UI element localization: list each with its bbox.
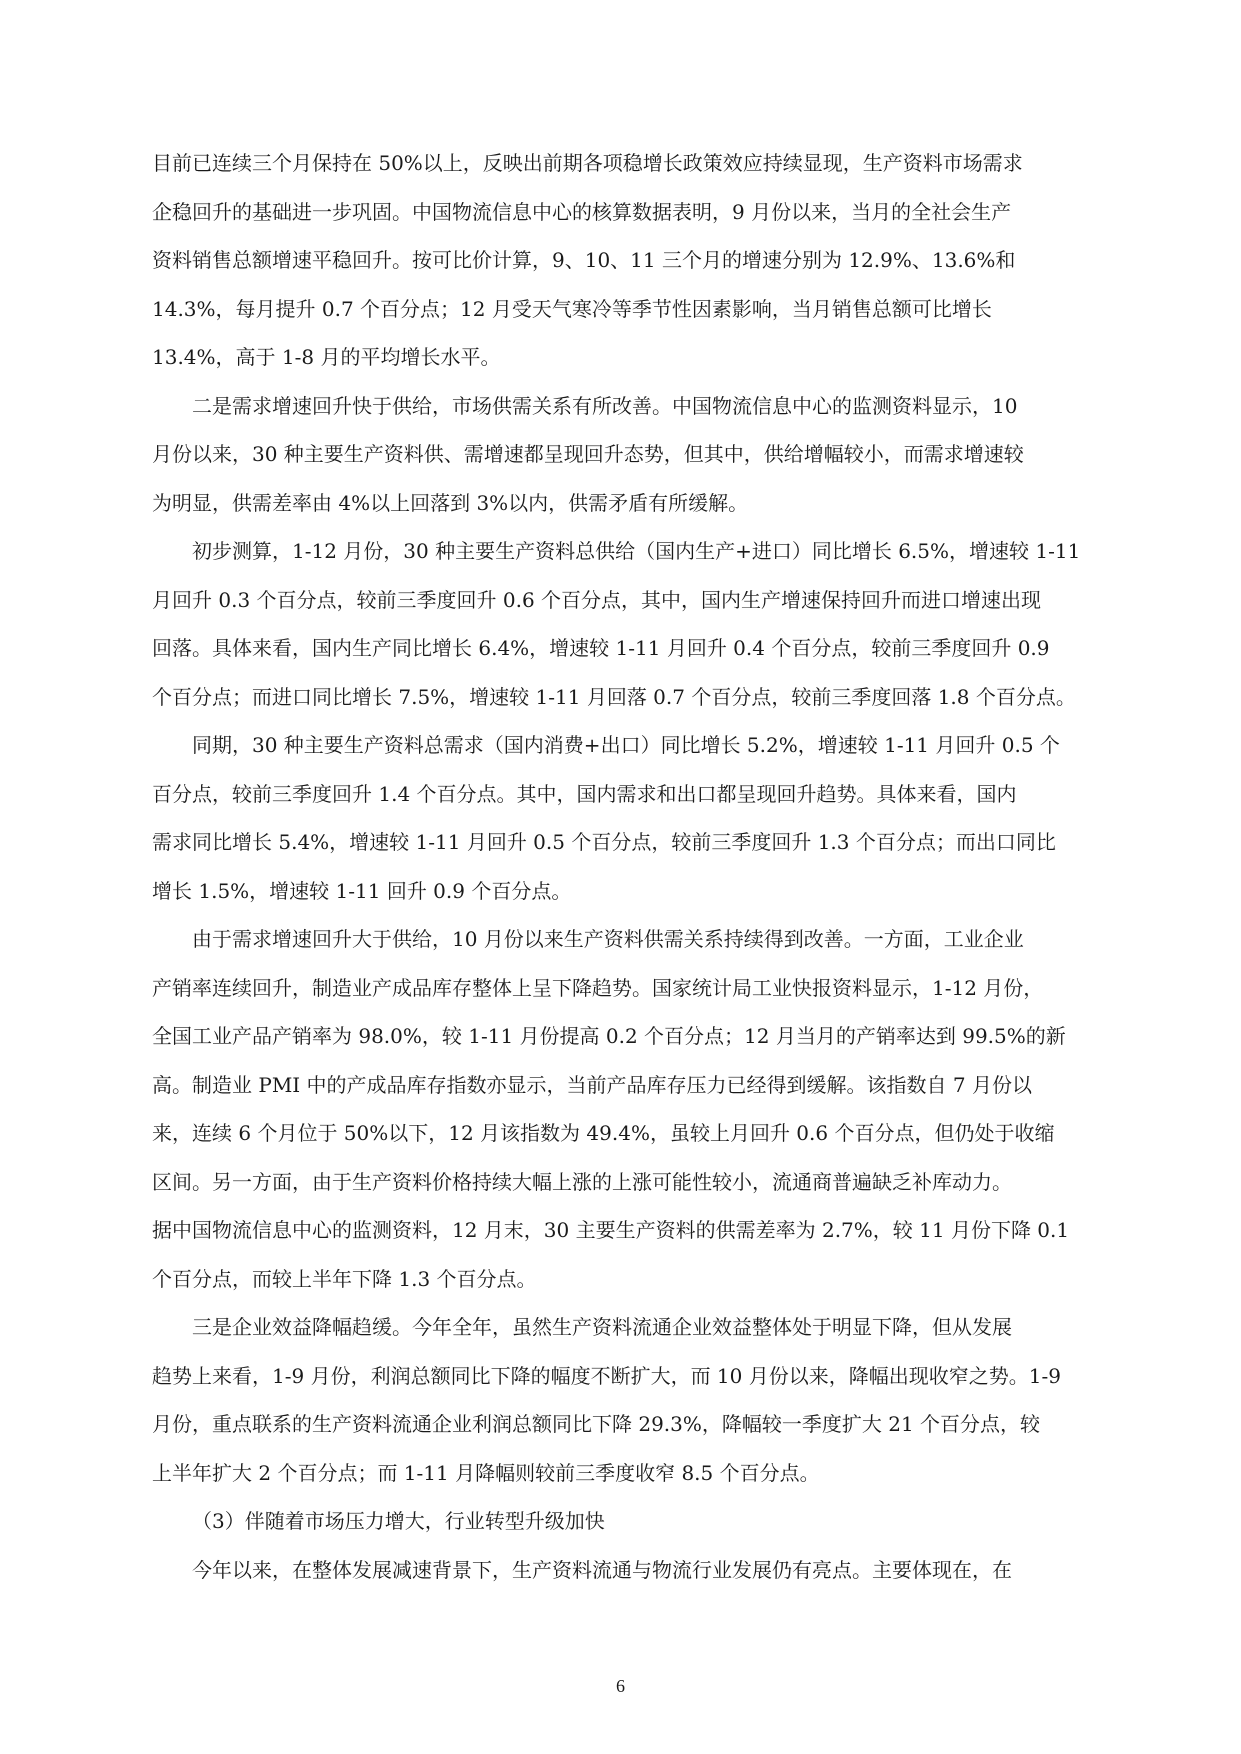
text-line: 回落。具体来看，国内生产同比增长 6.4%，增速较 1-11 月回升 0.4 个百分点，较前三季度回升 0.9 (152, 636, 1050, 660)
text-line: 趋势上来看，1-9 月份，利润总额同比下降的幅度不断扩大，而 10 月份以来，降幅出现收窄之势。1-9 (152, 1363, 1061, 1388)
body-text (152, 139, 1092, 1594)
text-line: 全国工业产品产销率为 98.0%，较 1-11 月份提高 0.2 个百分点；12 月当月的产销率达到 99.5%的新 (152, 1024, 1066, 1048)
paragraph-industry-highlights (152, 1546, 1092, 1595)
text-line: 据中国物流信息中心的监测资料，12 月末，30 主要生产资料的供需差率为 2.7%，较 11 月份下降 0.1 (152, 1218, 1070, 1242)
text-line: 企稳回升的基础进一步巩固。中国物流信息中心的核算数据表明，9 月份以来，当月的全社会生产 (152, 199, 1012, 224)
text-line: 初步测算，1-12 月份，30 种主要生产资料总供给（国内生产+进口）同比增长 6.5%，增速较 1-11 (192, 539, 1081, 563)
paragraph-profit-decline (152, 1303, 1092, 1497)
text-line: 13.4%，高于 1-8 月的平均增长水平。 (152, 345, 501, 369)
text-line: 来，连续 6 个月位于 50%以下，12 月该指数为 49.4%，虽较上月回升 0.6 个百分点，但仍处于收缩 (152, 1121, 1055, 1145)
text-line: 三是企业效益降幅趋缓。今年全年，虽然生产资料流通企业效益整体处于明显下降，但从发展 (192, 1315, 1012, 1339)
text-line: 上半年扩大 2 个百分点；而 1-11 月降幅则较前三季度收窄 8.5 个百分点。 (152, 1460, 820, 1485)
paragraph-inventory-pressure (152, 915, 1092, 1303)
text-line: 月份，重点联系的生产资料流通企业利润总额同比下降 29.3%，降幅较一季度扩大 21 个百分点，较 (152, 1412, 1041, 1436)
paragraph-supply-demand-improvement (152, 382, 1092, 528)
text-line: 区间。另一方面，由于生产资料价格持续大幅上涨的上涨可能性较小，流通商普遍缺乏补库动力。 (152, 1169, 1012, 1194)
section-heading-text: （3）伴随着市场压力增大，行业转型升级加快 (192, 1509, 605, 1533)
text-line: 百分点，较前三季度回升 1.4 个百分点。其中，国内需求和出口都呈现回升趋势。具体来看，国内 (152, 781, 1017, 806)
text-line: 月份以来，30 种主要生产资料供、需增速都呈现回升态势，但其中，供给增幅较小，而需求增速较 (152, 442, 1024, 466)
text-line: 今年以来，在整体发展减速背景下，生产资料流通与物流行业发展仍有亮点。主要体现在，在 (192, 1557, 1012, 1582)
text-line: 目前已连续三个月保持在 50%以上，反映出前期各项稳增长政策效应持续显现，生产资料市场需求 (152, 151, 1023, 175)
text-line: 需求同比增长 5.4%，增速较 1-11 月回升 0.5 个百分点，较前三季度回升 1.3 个百分点；而出口同比 (152, 830, 1056, 854)
paragraph-demand-recovery-continued (152, 139, 1092, 382)
text-line: 增长 1.5%，增速较 1-11 回升 0.9 个百分点。 (152, 878, 572, 903)
text-line: 由于需求增速回升大于供给，10 月份以来生产资料供需关系持续得到改善。一方面，工业企业 (192, 927, 1024, 951)
paragraph-total-supply (152, 527, 1092, 721)
text-line: 资料销售总额增速平稳回升。按可比价计算，9、10、11 三个月的增速分别为 12.9%、13.6%和 (152, 248, 1016, 272)
text-line: 二是需求增速回升快于供给，市场供需关系有所改善。中国物流信息中心的监测资料显示，10 (192, 393, 1018, 418)
text-line: 为明显，供需差率由 4%以上回落到 3%以内，供需矛盾有所缓解。 (152, 490, 749, 515)
text-line: 个百分点；而进口同比增长 7.5%，增速较 1-11 月回落 0.7 个百分点，较前三季度回落 1.8 个百分点。 (152, 684, 1076, 709)
text-line: 个百分点，而较上半年下降 1.3 个百分点。 (152, 1266, 537, 1291)
text-line: 产销率连续回升，制造业产成品库存整体上呈下降趋势。国家统计局工业快报资料显示，1-12 月份， (152, 975, 1044, 1000)
text-line: 同期，30 种主要生产资料总需求（国内消费+出口）同比增长 5.2%，增速较 1-11 月回升 0.5 个 (192, 733, 1060, 757)
paragraph-total-demand (152, 721, 1092, 915)
text-line: 14.3%，每月提升 0.7 个百分点；12 月受天气寒冷等季节性因素影响，当月销售总额可比增长 (152, 296, 992, 321)
text-line: 月回升 0.3 个百分点，较前三季度回升 0.6 个百分点，其中，国内生产增速保持回升而进口增速出现 (152, 587, 1042, 612)
text-line: 高。制造业 PMI 中的产成品库存指数亦显示，当前产品库存压力已经得到缓解。该指数自 7 月份以 (152, 1072, 1032, 1097)
section-heading (152, 1497, 1092, 1546)
page-number: 6 (616, 1676, 625, 1696)
